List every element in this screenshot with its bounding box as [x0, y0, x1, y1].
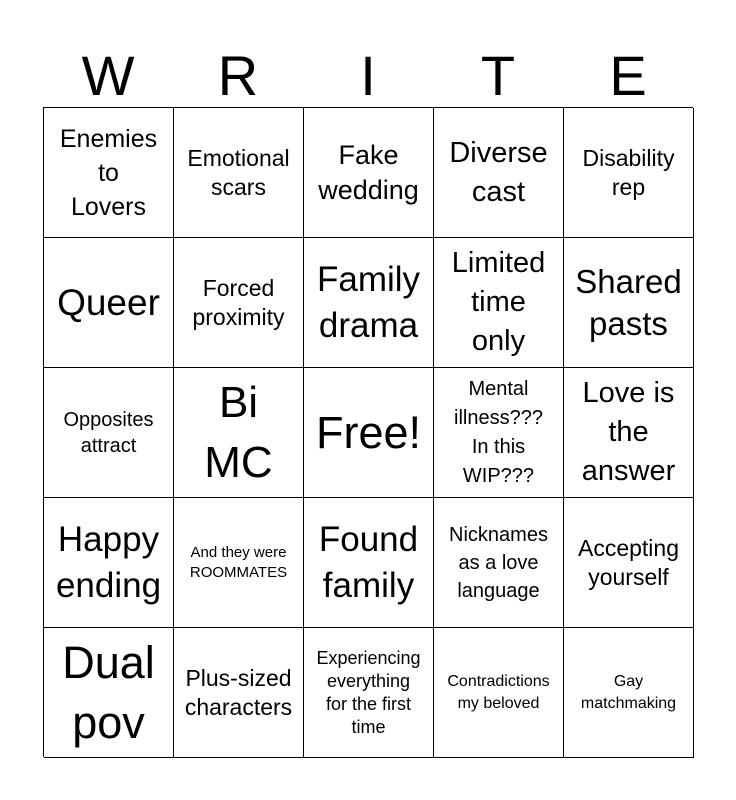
bingo-cell[interactable]	[174, 368, 304, 498]
bingo-cell[interactable]	[434, 498, 564, 628]
bingo-cell[interactable]	[304, 628, 434, 758]
bingo-cell-text: Forced proximity	[192, 274, 285, 330]
bingo-cell[interactable]	[44, 498, 174, 628]
bingo-cell[interactable]	[44, 368, 174, 498]
bingo-cell-text: Limited time only	[451, 247, 546, 357]
bingo-cell-text: And they were ROOMMATES	[189, 543, 288, 581]
bingo-cell[interactable]	[564, 368, 694, 498]
header-letter-t: T	[480, 44, 516, 107]
bingo-cell[interactable]	[304, 498, 434, 628]
bingo-cell-text: Dual pov	[62, 636, 155, 748]
bingo-cell-text: Plus-sized characters	[184, 664, 293, 720]
bingo-cell-text: Disability rep	[582, 144, 675, 200]
bingo-cell[interactable]	[304, 238, 434, 368]
bingo-cell-text: Love is the answer	[581, 377, 676, 487]
bingo-cell-text: Contradictions my beloved	[447, 672, 550, 712]
bingo-board	[43, 107, 693, 757]
bingo-cell-text: Mental illness??? In this WIP???	[454, 377, 543, 487]
bingo-cell-text: Bi MC	[204, 377, 273, 487]
bingo-cell-text: Diverse cast	[449, 136, 548, 208]
free-space[interactable]	[304, 368, 434, 498]
bingo-cell-text: Nicknames as a love language	[449, 523, 548, 602]
bingo-cell[interactable]	[174, 498, 304, 628]
bingo-cell-text: Emotional scars	[187, 144, 290, 200]
bingo-cell-text: Experiencing everything for the first time	[316, 647, 421, 737]
bingo-cell-text: Queer	[57, 282, 160, 323]
bingo-cell[interactable]	[44, 108, 174, 238]
bingo-cell[interactable]	[564, 238, 694, 368]
bingo-cell-text: Family drama	[316, 259, 421, 345]
bingo-header	[43, 46, 693, 106]
header-letter-w: W	[81, 44, 135, 107]
bingo-cell[interactable]	[564, 628, 694, 758]
bingo-cell-text: Gay matchmaking	[580, 672, 677, 712]
bingo-cell[interactable]	[564, 498, 694, 628]
bingo-cell-text: Opposites attract	[63, 408, 154, 457]
bingo-cell[interactable]	[44, 628, 174, 758]
bingo-cell[interactable]	[434, 628, 564, 758]
bingo-cell[interactable]	[434, 108, 564, 238]
bingo-cell[interactable]	[174, 238, 304, 368]
bingo-cell-text: Fake wedding	[318, 139, 419, 205]
bingo-cell[interactable]	[434, 368, 564, 498]
bingo-cell[interactable]	[44, 238, 174, 368]
bingo-cell[interactable]	[434, 238, 564, 368]
bingo-cell[interactable]	[174, 108, 304, 238]
bingo-cell[interactable]	[174, 628, 304, 758]
header-letter-i: I	[360, 44, 376, 107]
bingo-cell[interactable]	[304, 108, 434, 238]
bingo-cell-text: Found family	[318, 519, 419, 605]
header-letter-e: E	[609, 44, 647, 107]
bingo-cell-text: Happy ending	[55, 519, 162, 605]
bingo-cell-text: Accepting yourself	[577, 534, 679, 590]
bingo-cell-text: Enemies to Lovers	[59, 124, 158, 221]
free-space-text: Free!	[315, 406, 422, 458]
header-letter-r: R	[217, 44, 259, 107]
bingo-cell-text: Shared pasts	[575, 262, 682, 342]
bingo-cell[interactable]	[564, 108, 694, 238]
